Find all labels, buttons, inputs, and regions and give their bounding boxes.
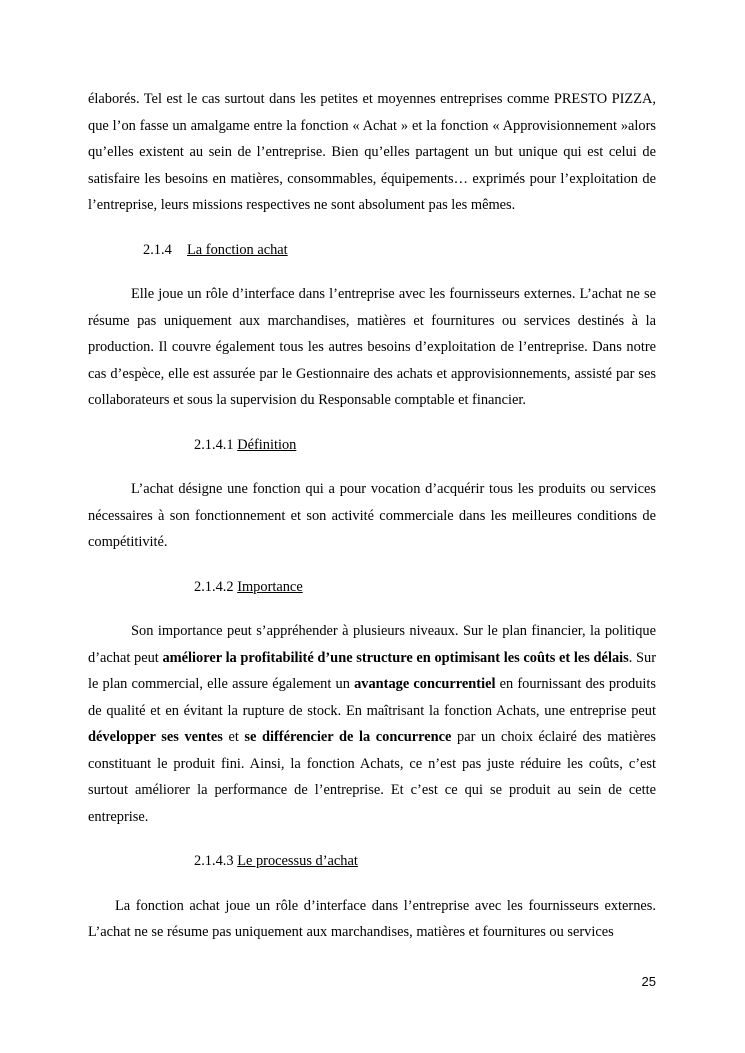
heading-title: Le processus d’achat — [237, 853, 358, 869]
body-text — [88, 86, 656, 946]
text-run: . Sur le plan commercial, elle assure également un — [88, 649, 656, 692]
heading-2-1-4 — [143, 237, 656, 264]
page-number: 25 — [641, 974, 656, 989]
heading-2-1-4-2 — [194, 574, 656, 601]
paragraph-importance — [88, 618, 656, 830]
text-run: en fournissant des produits de qualité et en évitant la rupture de stock. En maîtrisant la fonction Achats, une entreprise peut — [88, 676, 656, 719]
paragraph-fonction-achat: Elle joue un rôle d’interface dans l’entreprise avec les fournisseurs externes. L’achat ne se résume pas uniquement aux marchandises, matières et fournitures ou services destinés à la production. Il couvre également tous les autres besoins d’exploitation de l’entreprise. Dans notre cas d’espèce, elle est assurée par le Gestionnaire des achats et approvisionnements, assisté par ses collaborateurs et sous la supervision du Responsable comptable et financier. — [88, 286, 656, 408]
heading-number: 2.1.4.3 — [194, 853, 234, 869]
heading-title: La fonction achat — [187, 241, 288, 258]
bold-run: se différencier de la concurrence — [244, 729, 452, 745]
text-run: Son importance peut s’appréhender à plusieurs niveaux. Sur le plan financier, la politique d’achat peut — [88, 623, 656, 666]
heading-2-1-4-3 — [194, 848, 656, 875]
bold-run: développer ses ventes — [88, 729, 223, 745]
heading-title: Importance — [237, 578, 303, 595]
heading-title: Définition — [237, 436, 297, 453]
bold-run: améliorer la profitabilité d’une structure en optimisant les coûts et les délais — [162, 649, 629, 666]
heading-2-1-4-1 — [194, 432, 656, 459]
bold-run: avantage concurrentiel — [354, 676, 496, 692]
paragraph-definition: L’achat désigne une fonction qui a pour vocation d’acquérir tous les produits ou services nécessaires à son fonctionnement et son activité commerciale dans les meilleures conditions de compétitivité. — [88, 481, 656, 550]
text-run: par un choix éclairé des matières constituant le produit fini. Ainsi, la fonction Achats, ce n’est pas juste réduire les coûts, c’est surtout améliorer la performance de l’entreprise. Et c’est ce qui se produit au sein de cette entreprise. — [88, 729, 656, 825]
paragraph-processus: La fonction achat joue un rôle d’interface dans l’entreprise avec les fournisseurs externes. L’achat ne se résume pas uniquement aux marchandises, matières et fournitures ou services — [88, 897, 656, 940]
heading-number: 2.1.4.2 — [194, 578, 234, 595]
heading-number: 2.1.4 — [143, 241, 172, 258]
heading-number: 2.1.4.1 — [194, 436, 234, 453]
intro-paragraph: élaborés. Tel est le cas surtout dans les petites et moyennes entreprises comme PRESTO PIZZA, que l’on fasse un amalgame entre la fonction « Achat » et la fonction « Approvisionnement »alors qu’elles existent au sein de l’entreprise. Bien qu’elles partagent un but unique qui est celui de satisfaire les besoins en matières, consommables, équipements… exprimés pour l’exploitation de l’entreprise, leurs missions respectives ne sont absolument pas les mêmes. — [88, 91, 656, 213]
text-run: et — [222, 729, 245, 745]
